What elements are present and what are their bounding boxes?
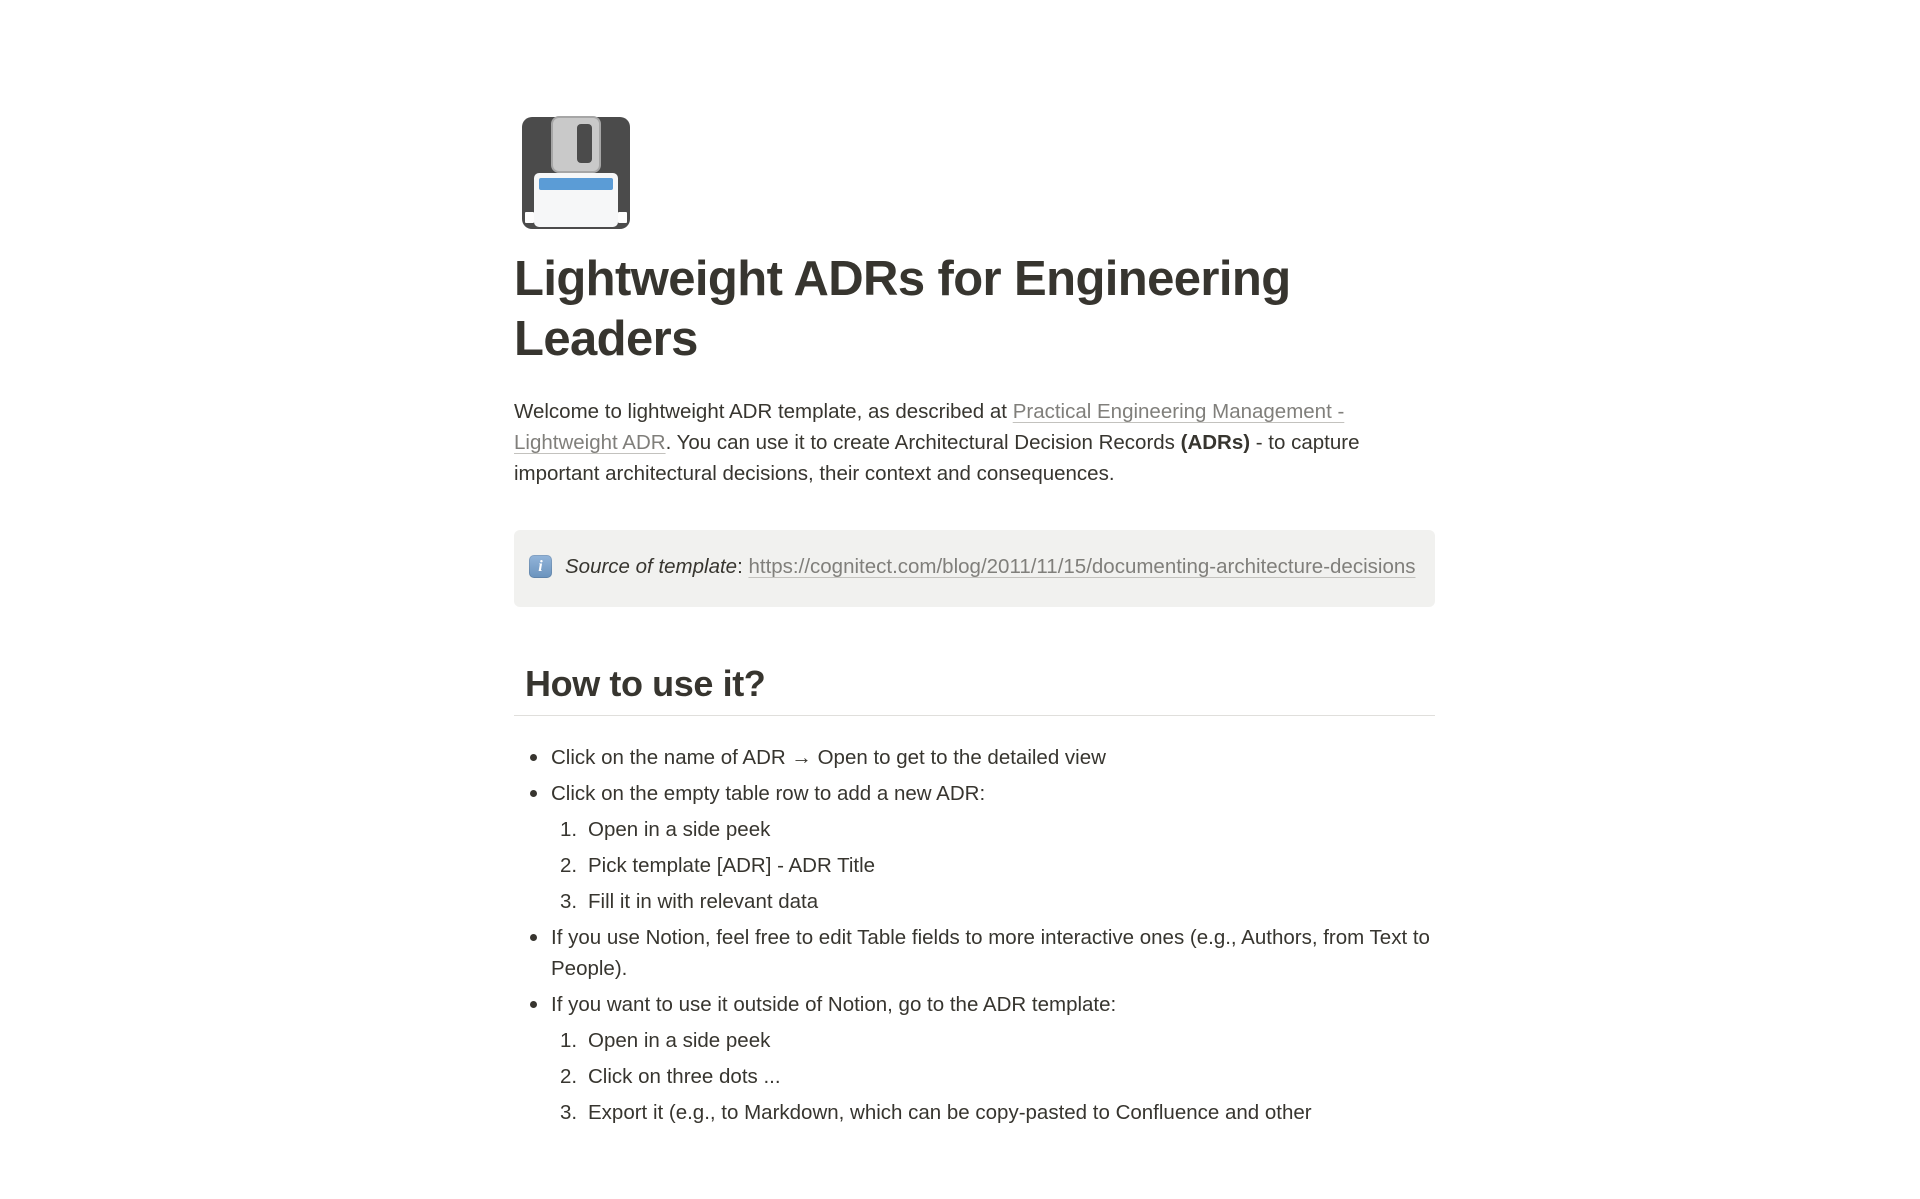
- intro-text-3: - to capture important architectural decisions, their context and consequences.: [514, 431, 1360, 485]
- numbered-item-text: Pick template [ADR] - ADR Title: [588, 854, 876, 877]
- intro-bold-adrs: (ADRs): [1180, 431, 1251, 454]
- intro-paragraph: [514, 396, 1435, 489]
- how-to-use-list: [514, 742, 1435, 1128]
- number-marker: 2.: [560, 854, 578, 877]
- callout-text: [565, 551, 1416, 582]
- list-item-text: If you want to use it outside of Notion, go to the ADR template:: [551, 993, 1117, 1016]
- numbered-item-text: Click on three dots ...: [588, 1065, 781, 1088]
- number-marker: 1.: [560, 1029, 578, 1052]
- bullet-marker: [514, 778, 551, 809]
- callout-link[interactable]: https://cognitect.com/blog/2011/11/15/documenting-architecture-decisions: [748, 555, 1416, 578]
- numbered-item-text: Open in a side peek: [588, 1029, 771, 1052]
- numbered-item-text: Fill it in with relevant data: [588, 890, 819, 913]
- list-item-text: Click on the name of ADR → Open to get to the detailed view: [551, 746, 1106, 769]
- number-marker: 2.: [560, 1065, 578, 1088]
- list-item[interactable]: [514, 989, 1435, 1020]
- number-marker: 3.: [560, 1101, 578, 1124]
- numbered-item[interactable]: [560, 886, 1435, 917]
- callout-separator: :: [737, 555, 749, 578]
- numbered-item[interactable]: [560, 814, 1435, 845]
- info-icon: i: [529, 555, 552, 578]
- bullet-marker: [514, 922, 551, 984]
- numbered-item-text: Open in a side peek: [588, 818, 771, 841]
- page-icon-button[interactable]: [516, 113, 636, 233]
- page-content: [514, 0, 1435, 1128]
- list-item[interactable]: [514, 742, 1435, 773]
- numbered-item[interactable]: [560, 1025, 1435, 1056]
- intro-link[interactable]: Practical Engineering Management - Lightweight ADR: [514, 400, 1345, 454]
- list-item-text: If you use Notion, feel free to edit Table fields to more interactive ones (e.g., Authors, from Text to People).: [551, 926, 1430, 980]
- list-item[interactable]: [514, 778, 1435, 809]
- callout-block[interactable]: [514, 530, 1435, 607]
- bullet-marker: [514, 989, 551, 1020]
- numbered-item[interactable]: [560, 850, 1435, 881]
- list-item-text: Click on the empty table row to add a new ADR:: [551, 782, 986, 805]
- list-item[interactable]: [514, 922, 1435, 984]
- floppy-disk-icon: [516, 113, 636, 233]
- number-marker: 3.: [560, 890, 578, 913]
- numbered-item-text: Export it (e.g., to Markdown, which can be copy-pasted to Confluence and other: [588, 1101, 1312, 1124]
- callout-label: Source of template: [565, 555, 738, 578]
- bullet-marker: [514, 742, 551, 773]
- numbered-item[interactable]: [560, 1097, 1435, 1128]
- intro-text-2: . You can use it to create Architectural Decision Records: [665, 431, 1181, 454]
- numbered-item[interactable]: [560, 1061, 1435, 1092]
- intro-text-1: Welcome to lightweight ADR template, as described at: [514, 400, 1013, 423]
- number-marker: 1.: [560, 818, 578, 841]
- section-heading-how-to-use[interactable]: How to use it?: [525, 663, 766, 704]
- divider: [514, 715, 1435, 716]
- page-title[interactable]: Lightweight ADRs for Engineering Leaders: [514, 252, 1291, 366]
